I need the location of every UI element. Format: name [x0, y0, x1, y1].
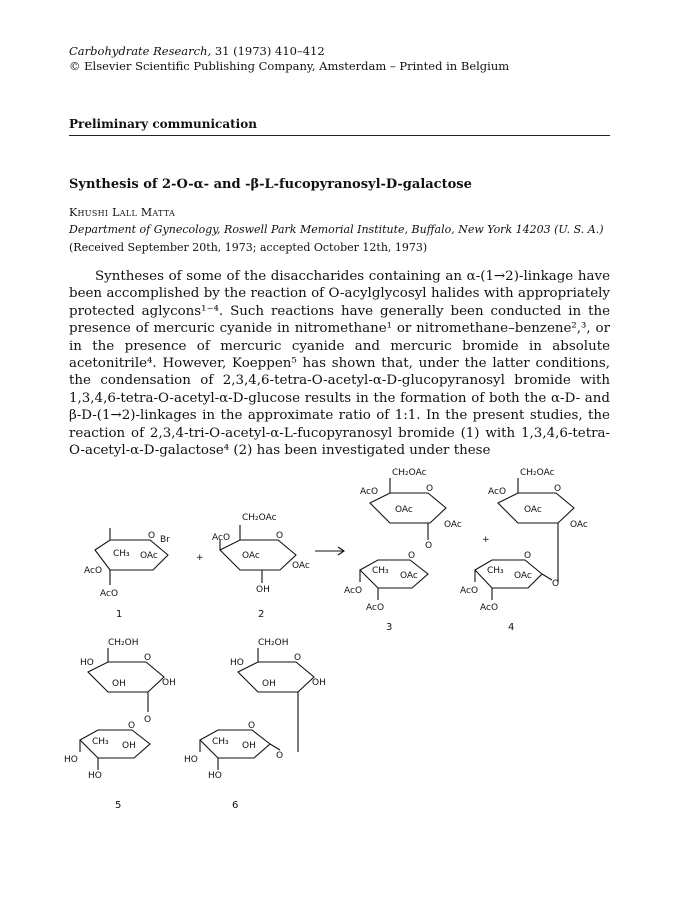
hydroxyl-label: HO [88, 771, 102, 781]
plus-sign: + [196, 553, 204, 563]
hydroxymethyl-acetate-label: CH₂OAc [242, 513, 277, 523]
article-title: Synthesis of 2-O-α- and -β-L-fucopyranosyl-D-galactose [69, 177, 472, 192]
acetoxy-label: AcO [100, 589, 119, 599]
section-heading: Preliminary communication [69, 117, 257, 131]
article-affiliation: Department of Gynecology, Roswell Park Memorial Institute, Buffalo, New York 14203 (U. S. A.) [69, 223, 604, 236]
ring-oxygen-label: O [276, 531, 284, 541]
acetoxy-label: OAc [242, 551, 260, 561]
hydroxyl-label: HO [80, 658, 94, 668]
compound-number: 1 [116, 609, 123, 620]
acetoxy-label: AcO [344, 586, 363, 596]
methyl-label: CH₃ [372, 566, 389, 576]
plus-sign: + [482, 535, 490, 545]
hydroxyl-label: OH [162, 678, 176, 688]
acetoxy-label: OAc [570, 520, 588, 530]
bromide-label: Br [160, 535, 170, 545]
acetoxy-label: AcO [460, 586, 479, 596]
hydroxyl-label: HO [64, 755, 78, 765]
volume-pages: 31 (1973) 410–412 [211, 44, 325, 58]
acetoxy-label: AcO [212, 533, 231, 543]
methyl-label: CH₃ [487, 566, 504, 576]
acetoxy-label: OAc [400, 571, 418, 581]
hydroxyl-label: OH [122, 741, 136, 751]
compound-number: 6 [232, 800, 239, 811]
glycosidic-oxygen-label: O [552, 579, 560, 589]
ring-oxygen-label: O [294, 653, 302, 663]
ring-oxygen-label: O [148, 531, 156, 541]
hydroxyl-label: HO [208, 771, 222, 781]
ring-oxygen-label: O [144, 653, 152, 663]
hydroxyl-label: OH [312, 678, 326, 688]
hydroxyl-label: OH [262, 679, 276, 689]
ring-oxygen-label: O [524, 551, 532, 561]
publisher-line: © Elsevier Scientific Publishing Company, Amsterdam – Printed in Belgium [69, 59, 510, 73]
journal-name: Carbohydrate Research, [69, 44, 212, 58]
acetoxy-label: AcO [366, 603, 385, 613]
acetoxy-label: OAc [444, 520, 462, 530]
acetoxy-label: OAc [292, 561, 310, 571]
hydroxymethyl-acetate-label: CH₂OAc [520, 468, 555, 478]
glycosidic-oxygen-label: O [425, 541, 433, 551]
ring-oxygen-label: O [248, 721, 256, 731]
hydroxymethyl-acetate-label: CH₂OAc [392, 468, 427, 478]
compound-6-structure [200, 648, 314, 770]
methyl-label: CH₃ [113, 549, 130, 559]
acetoxy-label: OAc [514, 571, 532, 581]
acetoxy-label: AcO [480, 603, 499, 613]
received-dates: (Received September 20th, 1973; accepted October 12th, 1973) [69, 241, 428, 254]
hydroxyl-label: HO [230, 658, 244, 668]
hydroxyl-label: OH [242, 741, 256, 751]
methyl-label: CH₃ [212, 737, 229, 747]
glycosidic-oxygen-label: O [276, 751, 284, 761]
ring-oxygen-label: O [408, 551, 416, 561]
hydroxymethyl-label: CH₂OH [258, 638, 289, 648]
hydroxyl-label: HO [184, 755, 198, 765]
compound-number: 4 [508, 622, 515, 633]
ring-oxygen-label: O [128, 721, 136, 731]
acetoxy-label: AcO [360, 487, 379, 497]
compound-number: 5 [115, 800, 122, 811]
acetoxy-label: OAc [395, 505, 413, 515]
body-paragraph: Syntheses of some of the disaccharides containing an α-(1→2)-linkage have been accomplished by the reaction of O-acylglycosyl halides with appropriately protected aglycons¹⁻⁴. Such reactions have generally been conducted in the presence of mercuric cyanide in nitromethane¹ or nitromethane–benzene²,³, or in the presence of mercuric cyanide and mercuric bromide in absolute acetonitrile⁴. However, Koeppen⁵ has shown that, under the latter conditions, the condensation of 2,3,4,6-tetra-O-acetyl-α-D-glucopyranosyl bromide with 1,3,4,6-tetra-O-acetyl-α-D-glucose results in the formation of both the α-D- and β-D-(1→2)-linkages in the approximate ratio of 1:1. In the present studies, the reaction of 2,3,4-tri-O-acetyl-α-L-fucopyranosyl bromide (1) with 1,3,4,6-tetra-O-acetyl-α-D-galactose⁴ (2) has been investigated under these [69, 269, 610, 459]
acetoxy-label: OAc [140, 551, 158, 561]
hydroxyl-label: OH [256, 585, 270, 595]
ring-oxygen-label: O [426, 484, 434, 494]
hydroxyl-label: OH [112, 679, 126, 689]
compound-number: 3 [386, 622, 393, 633]
acetoxy-label: AcO [488, 487, 507, 497]
acetoxy-label: AcO [84, 566, 103, 576]
glycosidic-oxygen-label: O [144, 715, 152, 725]
ring-oxygen-label: O [554, 484, 562, 494]
methyl-label: CH₃ [92, 737, 109, 747]
acetoxy-label: OAc [524, 505, 542, 515]
compound-number: 2 [258, 609, 265, 620]
article-author: Khushi Lall Matta [69, 206, 176, 219]
hydroxymethyl-label: CH₂OH [108, 638, 139, 648]
